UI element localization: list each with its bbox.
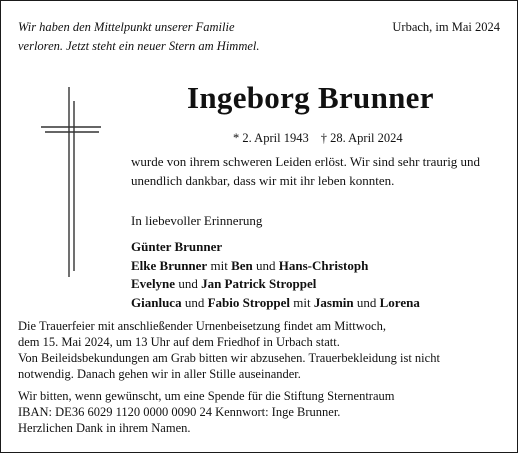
place-date: Urbach, im Mai 2024 <box>392 20 500 34</box>
family-name: Jasmin <box>313 294 354 310</box>
family-name: Lorena <box>379 294 420 310</box>
funeral-line: Die Trauerfeier mit anschließender Urnenbeisetzung findet am Mittwoch, <box>18 319 386 333</box>
remembrance-line: In liebevoller Erinnerung <box>131 213 263 228</box>
life-dates <box>233 131 403 146</box>
deceased-name: Ingeborg Brunner <box>187 80 434 115</box>
main-text-paragraph: wurde von ihrem schweren Leiden erlöst. Wir sind sehr traurig und unendlich dankbar, dass wir mit ihr leben konnten. <box>131 154 481 188</box>
connector: und <box>255 257 276 273</box>
family-name: Hans-Christoph <box>278 257 369 273</box>
funeral-line: dem 15. Mai 2024, um 13 Uhr auf dem Friedhof in Urbach statt. <box>18 335 340 349</box>
motto <box>18 18 260 56</box>
funeral-line: Von Beileidsbekundungen am Grab bitten wir abzusehen. Trauerbekleidung ist nicht <box>18 351 440 365</box>
cross-icon <box>41 87 101 277</box>
family-name: Evelyne <box>131 276 176 291</box>
connector: und <box>356 294 377 310</box>
family-row <box>131 257 420 276</box>
death-date: † 28. April 2024 <box>320 131 403 145</box>
motto-line: verloren. Jetzt steht ein neuer Stern am Himmel. <box>18 39 260 53</box>
donation-info <box>18 388 508 436</box>
family-name: Jan Patrick Stroppel <box>201 276 317 291</box>
connector: und <box>184 294 205 310</box>
donation-line: Wir bitten, wenn gewünscht, um eine Spende für die Stiftung Sternentraum <box>18 389 395 403</box>
family-row <box>131 294 420 313</box>
family-row <box>131 238 420 257</box>
family-name: Elke Brunner <box>131 257 208 273</box>
donation-line: Herzlichen Dank in ihrem Namen. <box>18 421 191 435</box>
family-name: Günter Brunner <box>131 239 223 254</box>
main-text <box>131 152 491 190</box>
family-name: Fabio Stroppel <box>207 294 291 310</box>
funeral-info <box>18 318 508 382</box>
connector: mit <box>210 257 228 273</box>
connector: mit <box>293 294 311 310</box>
family-list <box>131 238 420 312</box>
family-name: Ben <box>231 257 253 273</box>
motto-line: Wir haben den Mittelpunkt unserer Familie <box>18 20 235 34</box>
family-name: Gianluca <box>131 294 182 310</box>
family-row <box>131 275 420 294</box>
funeral-line: notwendig. Danach gehen wir in aller Stille auseinander. <box>18 367 301 381</box>
connector: und <box>178 276 198 291</box>
birth-date: * 2. April 1943 <box>233 131 309 145</box>
donation-line: IBAN: DE36 6029 1120 0000 0090 24 Kennwort: Inge Brunner. <box>18 405 341 419</box>
